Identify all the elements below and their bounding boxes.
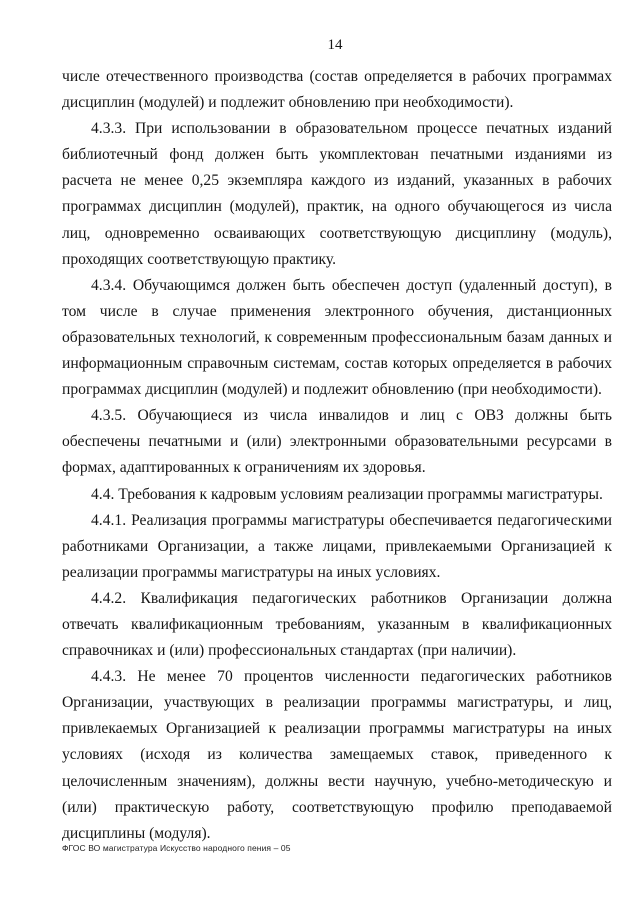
paragraph: 4.4.3. Не менее 70 процентов численности педагогических работников Организации, участвующих в реализации программы магистратуры, и лиц, привлекаемых Организацией к реализации программы магистратуры на иных условиях (исходя из количества замещаемых ставок, приведенного к целочисленным значениям), должны вести научную, учебно-методическую и (или) практическую работу, соответствующую профилю преподаваемой дисциплины (модуля). <box>62 668 612 842</box>
page-number: 14 <box>327 37 343 53</box>
paragraph: 4.4.2. Квалификация педагогических работников Организации должна отвечать квалификационным требованиям, указанным в квалификационных справочниках и (или) профессиональных стандартах (при наличии). <box>62 589 612 660</box>
paragraph: 4.4.1. Реализация программы магистратуры обеспечивается педагогическими работниками Организации, а также лицами, привлекаемыми Организацией к реализации программы магистратуры на иных условиях. <box>62 511 612 581</box>
paragraph: числе отечественного производства (состав определяется в рабочих программах дисциплин (модулей) и подлежит обновлению при необходимости). <box>62 68 612 112</box>
paragraph: 4.3.5. Обучающиеся из числа инвалидов и лиц с ОВЗ должны быть обеспечены печатными и (или) электронными образовательными ресурсами в формах, адаптированных к ограничениям их здоровья. <box>62 407 612 477</box>
page-body <box>62 64 612 847</box>
paragraph: 4.3.4. Обучающимся должен быть обеспечен доступ (удаленный доступ), в том числе в случае применения электронного обучения, дистанционных образовательных технологий, к современным профессиональным базам данных и информационным справочным системам, состав которых определяется в рабочих программах дисциплин (модулей) и подлежит обновлению (при необходимости). <box>62 276 612 399</box>
section-heading: 4.4. Требования к кадровым условиям реализации программы магистратуры. <box>91 485 603 503</box>
page-footer: ФГОС ВО магистратура Искусство народного пения – 05 <box>62 843 291 853</box>
paragraph: 4.3.3. При использовании в образовательном процессе печатных изданий библиотечный фонд должен быть укомплектован печатными изданиями из расчета не менее 0,25 экземпляра каждого из изданий, указанных в рабочих программах дисциплин (модулей), практик, на одного обучающегося из числа лиц, одновременно осваивающих соответствующую дисциплину (модуль), проходящих соответствующую практику. <box>62 120 612 268</box>
